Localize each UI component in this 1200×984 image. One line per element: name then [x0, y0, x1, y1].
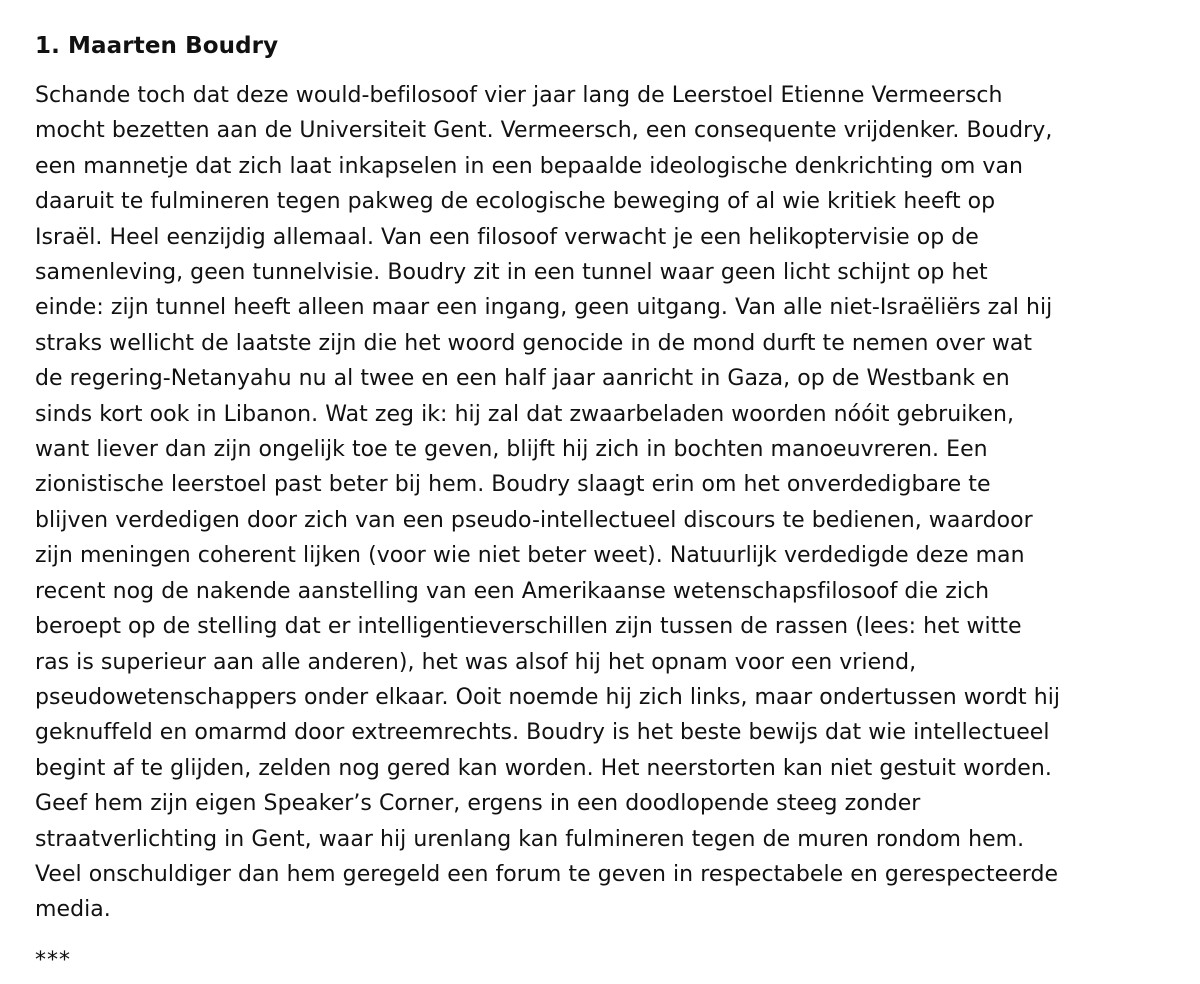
paragraph-line: zijn meningen coherent lijken (voor wie niet beter weet). Natuurlijk verdedigde deze man	[35, 543, 1025, 569]
paragraph-line: Geef hem zijn eigen Speaker’s Corner, ergens in een doodlopende steeg zonder	[35, 791, 921, 817]
paragraph-line: straatverlichting in Gent, waar hij urenlang kan fulmineren tegen de muren rondom hem.	[35, 826, 1025, 852]
paragraph-line: einde: zijn tunnel heeft alleen maar een ingang, geen uitgang. Van alle niet-Israëliërs zal hij	[35, 295, 1053, 321]
article	[35, 30, 1155, 976]
paragraph-line: een mannetje dat zich laat inkapselen in een bepaalde ideologische denkrichting om van	[35, 153, 1023, 179]
paragraph-line: ras is superieur aan alle anderen), het was alsof hij het opnam voor een vriend,	[35, 649, 917, 675]
paragraph-line: Schande toch dat deze would-befilosoof vier jaar lang de Leerstoel Etienne Vermeersch	[35, 83, 1003, 108]
paragraph-line: want liever dan zijn ongelijk toe te geven, blijft hij zich in bochten manoeuvreren. Een	[35, 437, 988, 463]
paragraph-line: sinds kort ook in Libanon. Wat zeg ik: hij zal dat zwaarbeladen woorden nóóit gebruiken,	[35, 401, 1015, 427]
paragraph-line: begint af te glijden, zelden nog gered kan worden. Het neerstorten kan niet gestuit worden.	[35, 755, 1052, 781]
paragraph-line: media.	[35, 897, 111, 923]
paragraph-line: de regering-Netanyahu nu al twee en een half jaar aanricht in Gaza, op de Westbank en	[35, 366, 1010, 392]
paragraph-line: blijven verdedigen door zich van een pseudo-intellectueel discours te bedienen, waardoor	[35, 507, 1033, 533]
paragraph-line: geknuffeld en omarmd door extreemrechts. Boudry is het beste bewijs dat wie intellectueel	[35, 720, 1050, 746]
paragraph-line: mocht bezetten aan de Universiteit Gent. Vermeersch, een consequente vrijdenker. Boudry,	[35, 118, 1053, 144]
paragraph-line: zionistische leerstoel past beter bij hem. Boudry slaagt erin om het onverdedigbare te	[35, 472, 991, 498]
paragraph-line: recent nog de nakende aanstelling van een Amerikaanse wetenschapsfilosoof die zich	[35, 578, 990, 604]
paragraph-line: beroept op de stelling dat er intelligentieverschillen zijn tussen de rassen (lees: het witte	[35, 614, 1022, 640]
paragraph-line: straks wellicht de laatste zijn die het woord genocide in de mond durft te nemen over wat	[35, 330, 1033, 356]
article-heading: 1. Maarten Boudry	[35, 33, 279, 59]
paragraph-line: samenleving, geen tunnelvisie. Boudry zit in een tunnel waar geen licht schijnt op het	[35, 260, 988, 286]
paragraph-line: Israël. Heel eenzijdig allemaal. Van een filosoof verwacht je een helikoptervisie op de	[35, 224, 979, 250]
paragraph-line: daaruit te fulmineren tegen pakweg de ecologische beweging of al wie kritiek heeft op	[35, 189, 996, 215]
section-separator: ***	[35, 947, 71, 973]
paragraph-line: Veel onschuldiger dan hem geregeld een forum te geven in respectabele en gerespecteerde	[35, 861, 1059, 887]
article-paragraph	[35, 78, 1155, 928]
paragraph-line: pseudowetenschappers onder elkaar. Ooit noemde hij zich links, maar ondertussen wordt hij	[35, 684, 1061, 710]
